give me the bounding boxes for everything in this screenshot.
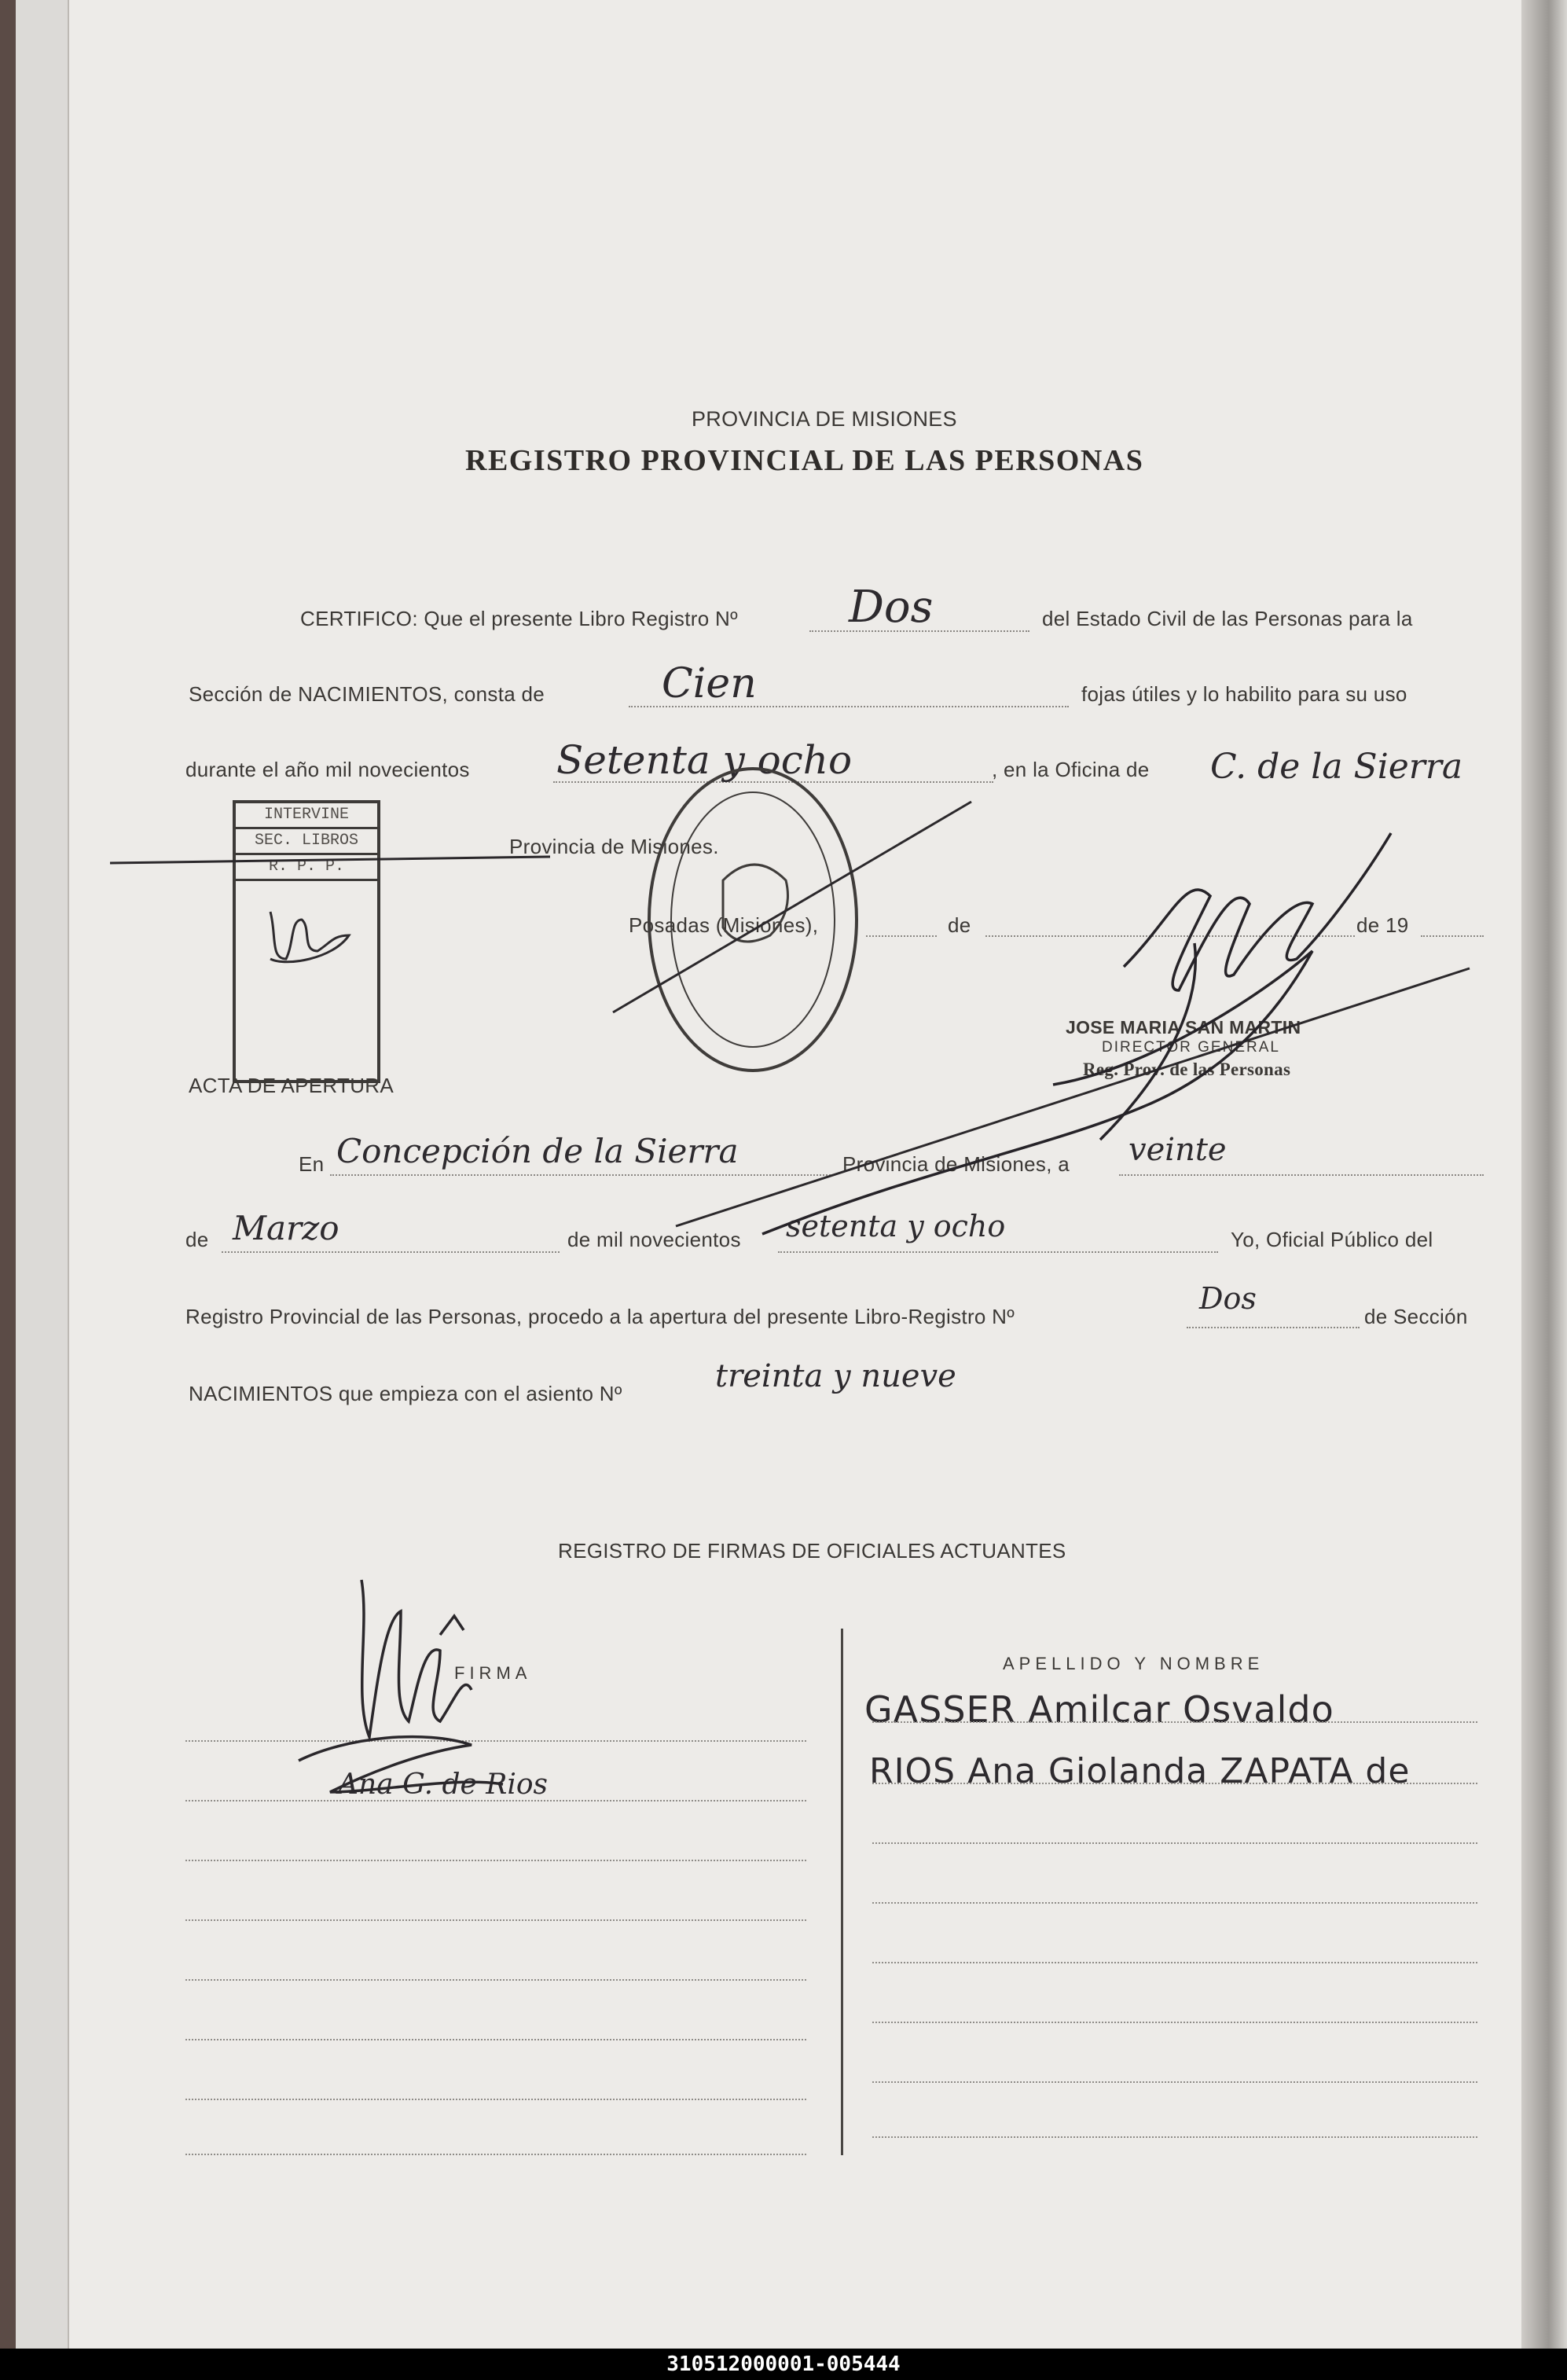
registry-heading: REGISTRO PROVINCIAL DE LAS PERSONAS — [465, 444, 1144, 477]
cert-office-hw: C. de la Sierra — [1210, 747, 1463, 787]
cert-line2-text-b: fojas útiles y lo habilito para su uso — [1081, 682, 1407, 706]
stamp-row-rpp: R. P. P. — [236, 855, 377, 881]
cert-line1-text-a: CERTIFICO: Que el presente Libro Registro Nº — [300, 607, 738, 630]
cert-line4-text: Provincia de Misiones. — [509, 835, 719, 858]
page-edge-shadow — [1521, 0, 1567, 2349]
name-line — [872, 1902, 1477, 1904]
name-line — [872, 1962, 1477, 1963]
column-divider — [841, 1629, 843, 2155]
acta-line2-text-a: de — [185, 1228, 209, 1251]
cert-line2-text-a: Sección de NACIMIENTOS, consta de — [189, 682, 545, 706]
director-name: JOSE MARIA SAN MARTIN — [1066, 1017, 1301, 1038]
acta-day-hw: veinte — [1128, 1132, 1227, 1168]
signature-line — [185, 1860, 806, 1861]
acta-line1-text-b: Provincia de Misiones, a — [842, 1152, 1070, 1176]
cert-line1-text-b: del Estado Civil de las Personas para la — [1042, 607, 1413, 630]
acta-line2-text-c: Yo, Oficial Público del — [1231, 1228, 1433, 1251]
name-line — [872, 1721, 1477, 1723]
signature-line — [185, 2154, 806, 2155]
official-name-2: RIOS Ana Giolanda ZAPATA de — [869, 1751, 1411, 1791]
acta-line3-text-b: de Sección — [1364, 1305, 1468, 1328]
signature-line — [185, 1979, 806, 1981]
cert-line5-text-b: de — [948, 913, 971, 937]
acta-book-hw: Dos — [1199, 1281, 1257, 1316]
acta-place-hw: Concepción de la Sierra — [336, 1132, 739, 1170]
cert-day-line — [866, 935, 937, 937]
acta-entry-hw: treinta y nueve — [715, 1358, 956, 1394]
name-line — [872, 2022, 1477, 2023]
signature-line — [185, 2039, 806, 2040]
cert-book-number-hw: Dos — [849, 582, 934, 633]
cert-year-short-line — [1421, 935, 1484, 937]
cert-line3-text-b: , en la Oficina de — [992, 758, 1150, 781]
acta-year-hw: setenta y ocho — [786, 1209, 1006, 1243]
acta-line3-text-a: Registro Provincial de las Personas, procedo a la apertura del presente Libro-Registro Nº — [185, 1305, 1015, 1328]
name-line — [872, 1842, 1477, 1844]
acta-line1-text-a: En — [299, 1152, 325, 1176]
acta-month-line — [222, 1251, 560, 1253]
acta-line4-text-a: NACIMIENTOS que empieza con el asiento Nº — [189, 1382, 622, 1405]
name-line — [872, 2081, 1477, 2083]
acta-day-line — [1119, 1174, 1484, 1176]
stamp-row-sec-libros: SEC. LIBROS — [236, 829, 377, 855]
cert-line5-text-a: Posadas (Misiones), — [629, 913, 819, 937]
cert-year-hw: Setenta y ocho — [556, 737, 853, 783]
acta-place-line — [330, 1174, 833, 1176]
acta-title: ACTA DE APERTURA — [189, 1074, 395, 1097]
director-title: DIRECTOR GENERAL — [1102, 1039, 1280, 1056]
signature-line — [185, 1919, 806, 1921]
acta-month-hw: Marzo — [233, 1209, 339, 1247]
province-heading: PROVINCIA DE MISIONES — [692, 407, 957, 431]
name-label: APELLIDO Y NOMBRE — [1003, 1654, 1264, 1673]
director-office: Reg. Prov. de las Personas — [1083, 1060, 1291, 1079]
signature-line — [185, 1740, 806, 1742]
signature-name-hw: Ana G. de Rios — [338, 1768, 549, 1801]
cert-line3-text-a: durante el año mil novecientos — [185, 758, 470, 781]
official-name-1: GASSER Amilcar Osvaldo — [864, 1688, 1334, 1731]
cert-line5-text-c: de 19 — [1356, 913, 1409, 937]
cert-pages-hw: Cien — [662, 660, 757, 707]
firma-label: FIRMA — [454, 1663, 532, 1683]
intervine-stamp-box — [233, 800, 380, 1083]
signature-line — [185, 2099, 806, 2100]
acta-line2-text-b: de mil novecientos — [567, 1228, 741, 1251]
previous-page-strip — [16, 0, 68, 2349]
name-line — [872, 2136, 1477, 2138]
signature-line — [185, 1800, 806, 1802]
stamp-row-intervine: INTERVINE — [236, 803, 377, 829]
acta-year-line — [778, 1251, 1218, 1253]
cert-month-line — [985, 935, 1355, 937]
footer-id: 310512000001-005444 — [0, 2349, 1567, 2380]
name-line — [872, 1783, 1477, 1784]
signatures-title: REGISTRO DE FIRMAS DE OFICIALES ACTUANTES — [558, 1539, 1066, 1563]
acta-book-line — [1187, 1327, 1360, 1328]
book-cover-edge — [0, 0, 16, 2349]
